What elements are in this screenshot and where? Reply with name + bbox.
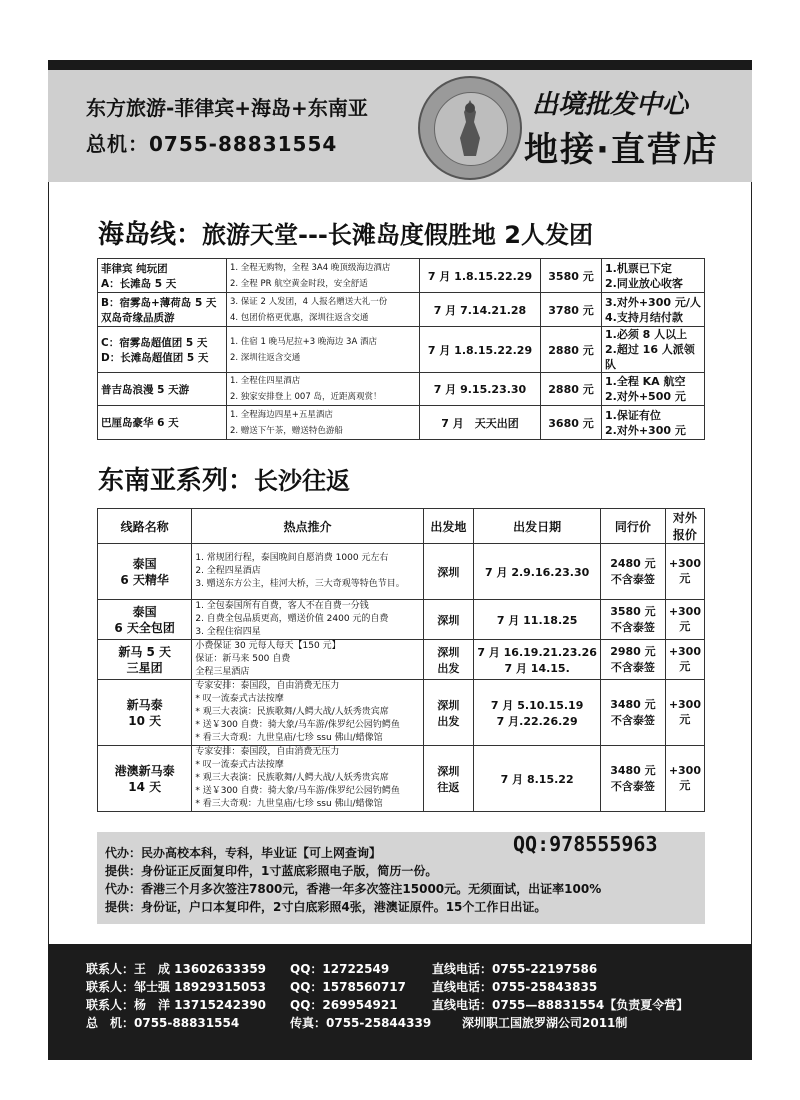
- departure-date: 7 月 2.9.16.23.30: [485, 565, 590, 579]
- table-cell: [474, 746, 601, 812]
- table-cell: [423, 640, 474, 680]
- route-name: 10 天: [128, 713, 162, 728]
- island-section-title: [98, 214, 593, 251]
- trade-price: 不含泰签: [610, 660, 655, 674]
- table-cell: [602, 327, 705, 373]
- table-cell: [192, 544, 423, 600]
- table-cell: [541, 406, 602, 440]
- table-cell: [98, 373, 227, 406]
- departure-city: 深圳: [437, 698, 460, 712]
- retail-price: +300 元: [668, 557, 701, 585]
- departure-date: 7 月 11.18.25: [496, 613, 578, 627]
- proxy-line: 提供：身份证正反面复印件，1寸蓝底彩照电子版，简历一份。: [105, 864, 438, 878]
- route-name: A：长滩岛 5 天: [101, 277, 177, 290]
- route-name: C：宿雾岛超值团 5 天: [101, 336, 208, 349]
- note-item: 4.支持月结付款: [605, 310, 683, 324]
- contact-1-phone: 直线电话：0755-22197586: [432, 962, 598, 976]
- departure-city: 往返: [437, 780, 460, 794]
- route-name: 6 天全包团: [114, 620, 175, 635]
- note-item: 2.对外+300 元: [605, 423, 686, 437]
- table-cell: [192, 746, 423, 812]
- route-name: 新马 5 天: [118, 644, 172, 659]
- route-name: 新马泰: [126, 697, 163, 712]
- table-row: [98, 373, 705, 406]
- table-cell: [423, 544, 474, 600]
- departure-city: 深圳: [437, 645, 460, 659]
- trade-price: 不含泰签: [610, 620, 655, 634]
- highlight-item: 专家安排：泰国段，自由消费无压力: [195, 681, 340, 691]
- departure-date: 7 月 1.8.15.22.29: [427, 269, 533, 283]
- table-row: [98, 680, 705, 746]
- note-item: 2.超过 16 人派领队: [605, 343, 695, 371]
- sea-title-prefix: 东南亚系列：: [98, 466, 255, 496]
- note-item: 1.保证有位: [605, 408, 661, 422]
- trade-price: 2980 元: [610, 644, 656, 658]
- highlight-item: * 看三大奇观：九世皇庙/七珍 ssu 佛山/蜡像馆: [195, 799, 383, 809]
- departure-date: 7 月 5.10.15.19: [490, 698, 584, 712]
- sea-table: [97, 508, 705, 812]
- table-cell: [227, 259, 420, 293]
- table-cell: [601, 640, 666, 680]
- retail-price: +300 元: [668, 605, 701, 633]
- table-cell: [192, 640, 423, 680]
- route-name: 泰国: [132, 604, 157, 619]
- departure-city: 深圳: [437, 565, 460, 579]
- table-cell: [541, 259, 602, 293]
- table-cell: [601, 746, 666, 812]
- column-header: 对外报价: [665, 509, 704, 544]
- table-cell: [665, 544, 704, 600]
- highlight-item: 1. 全程住四星酒店: [230, 376, 301, 386]
- table-row: [98, 406, 705, 440]
- departure-city: 深圳: [437, 764, 460, 778]
- highlight-item: 1. 全程海边四星+五星酒店: [230, 409, 333, 420]
- header-wholesale-title: 出境批发中心: [532, 90, 689, 120]
- highlight-item: * 送￥300 自费：骑大象/马车游/侏罗纪公园钓鳄鱼: [195, 786, 400, 796]
- logo-seal-icon: [418, 76, 522, 180]
- highlight-item: 2. 赠送下午茶，赠送特色游船: [230, 425, 343, 436]
- table-cell: [601, 544, 666, 600]
- contact-2-qq: QQ：1578560717: [290, 980, 406, 994]
- table-cell: [541, 327, 602, 373]
- retail-price: +300 元: [668, 645, 701, 673]
- trade-price: 3580 元: [610, 604, 656, 618]
- island-title-prefix: 海岛线：: [98, 220, 203, 250]
- table-cell: [602, 373, 705, 406]
- sea-section-title: [98, 460, 350, 497]
- table-row: [98, 600, 705, 640]
- contact-2-name: 联系人：邹士强 18929315053: [86, 980, 267, 994]
- table-cell: [420, 406, 541, 440]
- highlight-item: 1. 全包泰国所有自费，客人不在自费一分钱: [195, 601, 369, 611]
- table-cell: [227, 373, 420, 406]
- note-item: 2.对外+500 元: [605, 390, 686, 403]
- table-row: [98, 259, 705, 293]
- table-cell: [192, 600, 423, 640]
- table-cell: [98, 680, 192, 746]
- route-name: 菲律宾 纯玩团: [101, 262, 168, 275]
- route-name: D：长滩岛超值团 5 天: [101, 351, 209, 364]
- table-cell: [423, 746, 474, 812]
- top-bar: [48, 60, 752, 70]
- table-cell: [474, 600, 601, 640]
- highlight-item: 1. 全程无购物，全程 3A4 晚顶级海边酒店: [230, 262, 391, 273]
- price: 2880 元: [548, 383, 594, 396]
- highlight-item: 4. 包团价格更优惠，深圳往返含交通: [230, 312, 369, 323]
- departure-date: 7 月 7.14.21.28: [433, 303, 527, 317]
- departure-city: 出发: [437, 714, 460, 728]
- table-cell: [602, 259, 705, 293]
- retail-price: +300 元: [668, 698, 701, 726]
- table-cell: [420, 293, 541, 327]
- highlight-item: 2. 独家安排登上 007 岛，近距离观赏！: [230, 392, 382, 402]
- contact-1-name: 联系人：王 成 13602633359: [86, 962, 267, 976]
- contact-3-name: 联系人：杨 洋 13715242390: [86, 998, 267, 1012]
- price: 3680 元: [548, 416, 594, 430]
- highlight-item: * 送￥300 自费：骑大象/马车游/侏罗纪公园钓鳄鱼: [195, 720, 400, 730]
- column-header: 同行价: [601, 509, 666, 544]
- table-cell: [474, 544, 601, 600]
- island-title-main: 旅游天堂---长滩岛度假胜地 2人发团: [202, 221, 593, 249]
- departure-city: 出发: [437, 661, 460, 675]
- contact-3-qq: QQ：269954921: [290, 998, 398, 1012]
- column-header: 热点推介: [192, 509, 423, 544]
- table-cell: [541, 293, 602, 327]
- highlight-item: 小费保证 30 元每人每天【150 元】: [195, 641, 341, 651]
- price: 2880 元: [548, 343, 594, 357]
- price: 3780 元: [548, 303, 594, 317]
- table-cell: [665, 600, 704, 640]
- highlight-item: 1. 常规团行程，泰国晚间自愿消费 1000 元左右: [195, 553, 389, 563]
- highlight-item: 1. 住宿 1 晚马尼拉+3 晚海边 3A 酒店: [230, 336, 377, 347]
- departure-date: 7 月 9.15.23.30: [433, 383, 527, 396]
- table-cell: [602, 406, 705, 440]
- table-cell: [601, 680, 666, 746]
- header-store-title: 地接·直营店: [524, 130, 719, 170]
- proxy-line: 提供：身份证，户口本复印件，2寸白底彩照4张，港澳证原件。15个工作日出证。: [105, 900, 547, 914]
- proxy-line: 代办：香港三个月多次签注7800元，香港一年多次签注15000元。无须面试，出证率100%: [105, 882, 602, 896]
- table-cell: [474, 680, 601, 746]
- table-cell: [98, 406, 227, 440]
- trade-price: 不含泰签: [610, 572, 655, 586]
- highlight-item: * 观三大表演：民族歌舞/人鳄大战/人妖秀贵宾席: [195, 707, 389, 717]
- qq-number: QQ:978555963: [513, 832, 658, 856]
- departure-date: 7 月 8.15.22: [500, 772, 574, 786]
- note-item: 1.机票已下定: [605, 261, 672, 275]
- note-item: 2.同业放心收客: [605, 276, 683, 290]
- header-phone-line: 总机：0755-88831554: [86, 132, 338, 156]
- sea-title-main: 长沙往返: [254, 467, 351, 495]
- highlight-item: * 看三大奇观：九世皇庙/七珍 ssu 佛山/蜡像馆: [195, 733, 383, 743]
- route-name: B：宿雾岛+薄荷岛 5 天: [101, 296, 217, 309]
- trade-price: 2480 元: [610, 556, 656, 570]
- highlight-item: 2. 全程 PR 航空黄金时段，安全舒适: [230, 278, 368, 289]
- table-cell: [192, 680, 423, 746]
- route-name: 泰国: [132, 556, 157, 571]
- proxy-services-box: [97, 832, 705, 924]
- table-row: [98, 746, 705, 812]
- table-cell: [665, 680, 704, 746]
- highlight-item: 3. 全程住宿四星: [195, 627, 261, 637]
- figure-icon: [420, 78, 520, 178]
- table-cell: [227, 293, 420, 327]
- table-row: [98, 293, 705, 327]
- table-cell: [665, 746, 704, 812]
- route-name: 6 天精华: [120, 572, 169, 587]
- departure-date: 7 月 天天出团: [441, 416, 519, 430]
- table-cell: [601, 600, 666, 640]
- highlight-item: 3. 赠送东方公主，桂河大桥，三大奇观等特色节目。: [195, 579, 405, 589]
- table-row: [98, 544, 705, 600]
- retail-price: +300 元: [668, 764, 701, 792]
- route-name: 港澳新马泰: [114, 763, 175, 778]
- header-company-line: 东方旅游-菲律宾+海岛+东南亚: [86, 96, 368, 120]
- table-cell: [420, 327, 541, 373]
- trade-price: 3480 元: [610, 763, 656, 777]
- highlight-item: 3. 保证 2 人发团，4 人报名赠送大礼一份: [230, 296, 388, 307]
- column-header: 出发地: [423, 509, 474, 544]
- table-cell: [98, 293, 227, 327]
- contact-1-qq: QQ：12722549: [290, 962, 390, 976]
- table-cell: [420, 259, 541, 293]
- table-row: [98, 327, 705, 373]
- table-cell: [98, 544, 192, 600]
- table-cell: [98, 259, 227, 293]
- note-item: 3.对外+300 元/人: [605, 295, 701, 309]
- column-header: 出发日期: [474, 509, 601, 544]
- route-name: 三星团: [126, 660, 163, 675]
- table-cell: [474, 640, 601, 680]
- highlight-item: 2. 自费全包品质更高，赠送价值 2400 元的自费: [195, 614, 389, 624]
- table-cell: [665, 640, 704, 680]
- highlight-item: 2. 全程四星酒店: [195, 566, 261, 576]
- route-name: 双岛奇缘品质游: [101, 311, 175, 324]
- island-table: [97, 258, 705, 440]
- note-item: 1.必须 8 人以上: [605, 328, 688, 341]
- highlight-item: 专家安排：泰国段，自由消费无压力: [195, 747, 340, 757]
- fax-line: 传真：0755-25844339: [290, 1016, 432, 1030]
- trade-price: 不含泰签: [610, 713, 655, 727]
- table-cell: [227, 327, 420, 373]
- route-name: 巴厘岛豪华 6 天: [101, 417, 179, 429]
- highlight-item: * 叹一流泰式古法按摩: [195, 694, 284, 704]
- departure-date: 7 月.22.26.29: [496, 714, 578, 728]
- header-banner: [48, 70, 752, 182]
- highlight-item: * 观三大表演：民族歌舞/人鳄大战/人妖秀贵宾席: [195, 773, 389, 783]
- footer-contacts: [48, 944, 752, 1060]
- main-line: 总 机：0755-88831554: [86, 1016, 240, 1030]
- route-name: 14 天: [128, 779, 162, 794]
- trade-price: 3480 元: [610, 697, 656, 711]
- route-name: 普吉岛浪漫 5 天游: [101, 383, 190, 396]
- highlight-item: 保证：新马来 500 自费: [195, 654, 291, 664]
- departure-date: 7 月 14.15.: [504, 661, 570, 675]
- highlight-item: 全程三星酒店: [195, 667, 250, 677]
- highlight-item: 2. 深圳往返含交通: [230, 352, 301, 363]
- column-header: 线路名称: [98, 509, 192, 544]
- price: 3580 元: [548, 269, 594, 283]
- contact-2-phone: 直线电话：0755-25843835: [432, 980, 598, 994]
- table-cell: [98, 327, 227, 373]
- table-cell: [98, 746, 192, 812]
- departure-date: 7 月 1.8.15.22.29: [427, 343, 533, 357]
- table-cell: [420, 373, 541, 406]
- note-item: 1.全程 KA 航空: [605, 375, 686, 388]
- table-cell: [423, 680, 474, 746]
- table-cell: [98, 600, 192, 640]
- table-cell: [227, 406, 420, 440]
- company-credit: 深圳职工国旅罗湖公司2011制: [462, 1016, 628, 1030]
- departure-date: 7 月 16.19.21.23.26: [477, 645, 597, 659]
- trade-price: 不含泰签: [610, 779, 655, 793]
- highlight-item: * 叹一流泰式古法按摩: [195, 760, 284, 770]
- departure-city: 深圳: [437, 613, 460, 627]
- table-cell: [423, 600, 474, 640]
- table-cell: [602, 293, 705, 327]
- table-cell: [98, 640, 192, 680]
- table-row: [98, 640, 705, 680]
- table-cell: [541, 373, 602, 406]
- proxy-line: 代办：民办高校本科，专科，毕业证【可上网查询】: [105, 846, 382, 860]
- contact-3-phone: 直线电话：0755—88831554【负责夏令营】: [432, 998, 689, 1012]
